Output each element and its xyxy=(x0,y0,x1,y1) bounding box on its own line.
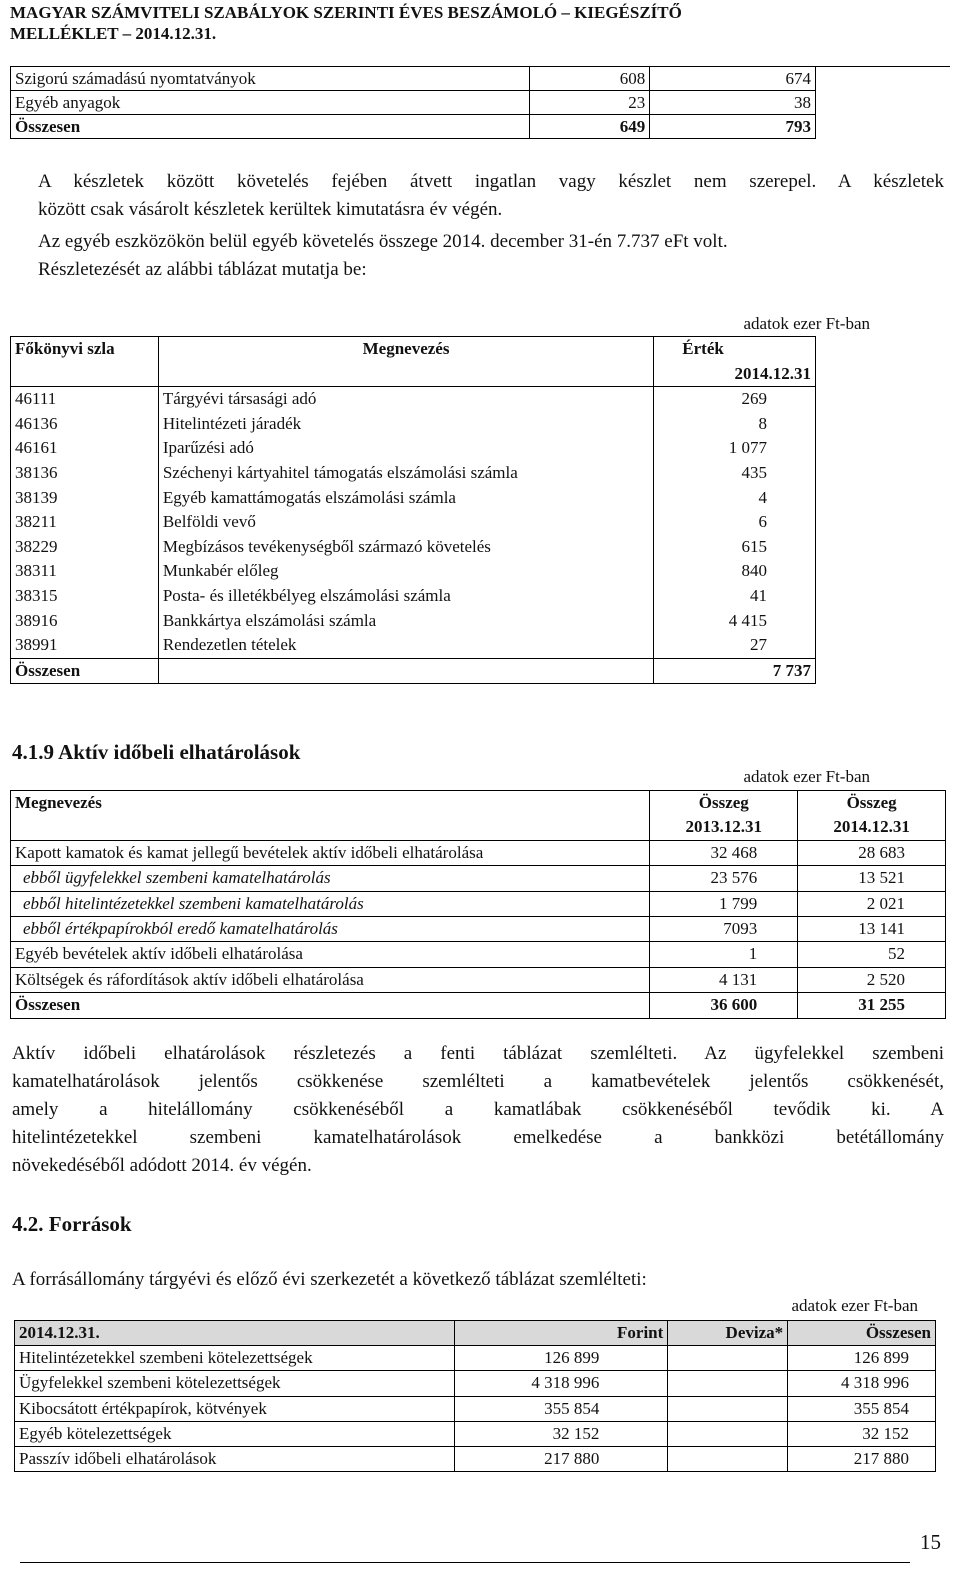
table-row xyxy=(15,1346,936,1371)
table-row xyxy=(11,633,816,658)
table-row xyxy=(11,584,816,609)
ledger-account: 38139 xyxy=(11,486,159,511)
table-total-row xyxy=(11,115,816,139)
accrual-name: Kapott kamatok és kamat jellegű bevételek aktív időbeli elhatárolása xyxy=(11,840,650,865)
col-header-fx: Deviza* xyxy=(668,1321,788,1346)
paragraph-line: A készletek között követelés fejében átvett ingatlan vagy készlet nem szerepel. A készletek xyxy=(38,171,944,192)
table-row xyxy=(11,942,946,967)
ledger-account: 46161 xyxy=(11,436,159,461)
table-row xyxy=(15,1396,936,1421)
col-header-value: Érték xyxy=(654,337,816,362)
source-fx xyxy=(668,1371,788,1396)
source-total: 126 899 xyxy=(788,1346,936,1371)
col-header-name: Megnevezés xyxy=(11,791,650,816)
table-row xyxy=(15,1447,936,1472)
accrual-value-2013: 23 576 xyxy=(650,866,798,891)
col-header-date-2013: 2013.12.31 xyxy=(650,815,798,840)
col-header-amount-2013: Összeg xyxy=(650,791,798,816)
page-header xyxy=(10,2,950,44)
table-row xyxy=(11,535,816,560)
section-title-42: 4.2. Források xyxy=(12,1212,132,1236)
ledger-name: Tárgyévi társasági adó xyxy=(158,387,653,412)
stock-total-label: Összesen xyxy=(11,115,530,139)
col-header-huf: Forint xyxy=(454,1321,668,1346)
accrual-name: Költségek és ráfordítások aktív időbeli elhatárolása xyxy=(11,967,650,992)
table-total-row xyxy=(11,658,816,684)
col-header-amount-2014: Összeg xyxy=(798,791,946,816)
ledger-value: 4 415 xyxy=(654,609,816,634)
col-header-total: Összesen xyxy=(788,1321,936,1346)
paragraph-line: Részletezését az alábbi táblázat mutatja be: xyxy=(38,259,367,280)
ledger-account: 38211 xyxy=(11,510,159,535)
source-fx xyxy=(668,1447,788,1472)
ledger-name: Posta- és illetékbélyeg elszámolási számla xyxy=(158,584,653,609)
table-row xyxy=(11,67,816,91)
accrual-value-2014: 28 683 xyxy=(798,840,946,865)
table-row xyxy=(11,436,816,461)
stock-label: Szigorú számadású nyomtatványok xyxy=(11,67,530,91)
col-header-date-2014: 2014.12.31 xyxy=(798,815,946,840)
paragraph-line: Az egyéb eszközökön belül egyéb követelés összege 2014. december 31-én 7.737 eFt volt. xyxy=(38,231,728,252)
paragraph-sources: A forrásállomány tárgyévi és előző évi szerkezetét a következő táblázat szemlélteti: xyxy=(12,1269,647,1290)
table-row xyxy=(11,891,946,916)
paragraph-line: hitelintézetekkel szembeni kamatelhatárolások emelkedése a bankközi betétállomány xyxy=(12,1127,944,1148)
header-line-1: MAGYAR SZÁMVITELI SZABÁLYOK SZERINTI ÉVES BESZÁMOLÓ – KIEGÉSZÍTŐ xyxy=(10,3,682,22)
stock-value-curr: 674 xyxy=(650,67,816,91)
paragraph-accruals xyxy=(12,1040,944,1180)
accrual-name: ebből hitelintézetekkel szembeni kamatelhatárolás xyxy=(11,891,650,916)
source-huf: 355 854 xyxy=(454,1396,668,1421)
ledger-total-value: 7 737 xyxy=(654,658,816,684)
col-header-account: Főkönyvi szla xyxy=(11,337,159,362)
ledger-name: Széchenyi kártyahitel támogatás elszámolási számla xyxy=(158,461,653,486)
ledger-account: 46136 xyxy=(11,412,159,437)
ledger-table xyxy=(10,336,816,684)
ledger-value: 4 xyxy=(654,486,816,511)
accrual-value-2013: 32 468 xyxy=(650,840,798,865)
stock-total-curr: 793 xyxy=(650,115,816,139)
header-line-2: MELLÉKLET – 2014.12.31. xyxy=(10,24,217,43)
page-number: 15 xyxy=(920,1530,941,1554)
accrual-name: Egyéb bevételek aktív időbeli elhatárolása xyxy=(11,942,650,967)
ledger-value: 41 xyxy=(654,584,816,609)
source-total: 32 152 xyxy=(788,1421,936,1446)
ledger-value: 6 xyxy=(654,510,816,535)
accrual-name: ebből ügyfelekkel szembeni kamatelhatárolás xyxy=(11,866,650,891)
paragraph-line: amely a hitelállomány csökkenéséből a kamatlábak csökkenéséből tevődik ki. A xyxy=(12,1099,944,1120)
source-name: Ügyfelekkel szembeni kötelezettségek xyxy=(15,1371,455,1396)
source-huf: 4 318 996 xyxy=(454,1371,668,1396)
table-total-row xyxy=(11,993,946,1018)
table-row xyxy=(15,1421,936,1446)
accrual-value-2013: 7093 xyxy=(650,917,798,942)
source-name: Kibocsátott értékpapírok, kötvények xyxy=(15,1396,455,1421)
ledger-value: 840 xyxy=(654,559,816,584)
source-total: 355 854 xyxy=(788,1396,936,1421)
unit-label: adatok ezer Ft-ban xyxy=(791,1296,918,1315)
source-fx xyxy=(668,1346,788,1371)
paragraph-inventory xyxy=(38,168,944,224)
table-row xyxy=(11,91,816,115)
table-row xyxy=(11,609,816,634)
table-row xyxy=(11,461,816,486)
accrual-value-2014: 2 520 xyxy=(798,967,946,992)
accrual-value-2014: 52 xyxy=(798,942,946,967)
paragraph-line: Aktív időbeli elhatárolások részletezés a fenti táblázat szemlélteti. Az ügyfelekkel szembeni xyxy=(12,1043,944,1064)
table-row xyxy=(11,510,816,535)
table-header-row xyxy=(15,1321,936,1346)
source-name: Hitelintézetekkel szembeni kötelezettségek xyxy=(15,1346,455,1371)
col-header-date: 2014.12.31. xyxy=(15,1321,455,1346)
ledger-account: 38136 xyxy=(11,461,159,486)
ledger-value: 1 077 xyxy=(654,436,816,461)
unit-label: adatok ezer Ft-ban xyxy=(743,314,870,333)
table-row xyxy=(11,866,946,891)
table-row xyxy=(11,967,946,992)
accrual-value-2014: 2 021 xyxy=(798,891,946,916)
ledger-name: Bankkártya elszámolási számla xyxy=(158,609,653,634)
stock-value-prev: 608 xyxy=(530,67,650,91)
source-fx xyxy=(668,1396,788,1421)
table-row xyxy=(11,559,816,584)
table-header-row xyxy=(11,815,946,840)
stock-value-curr: 38 xyxy=(650,91,816,115)
source-huf: 32 152 xyxy=(454,1421,668,1446)
table-header-row xyxy=(11,362,816,387)
table-row xyxy=(15,1371,936,1396)
accrual-total-2013: 36 600 xyxy=(650,993,798,1018)
ledger-value: 269 xyxy=(654,387,816,412)
ledger-name: Egyéb kamattámogatás elszámolási számla xyxy=(158,486,653,511)
table-header-row xyxy=(11,791,946,816)
source-huf: 126 899 xyxy=(454,1346,668,1371)
ledger-account: 46111 xyxy=(11,387,159,412)
paragraph-other-receivables xyxy=(38,228,944,284)
ledger-account: 38229 xyxy=(11,535,159,560)
source-name: Egyéb kötelezettségek xyxy=(15,1421,455,1446)
ledger-account: 38916 xyxy=(11,609,159,634)
unit-label: adatok ezer Ft-ban xyxy=(743,767,870,786)
ledger-name: Munkabér előleg xyxy=(158,559,653,584)
table-row xyxy=(11,486,816,511)
ledger-value: 8 xyxy=(654,412,816,437)
paragraph-line: növekedéséből adódott 2014. év végén. xyxy=(12,1155,312,1176)
stock-label: Egyéb anyagok xyxy=(11,91,530,115)
ledger-account: 38315 xyxy=(11,584,159,609)
table-header-row xyxy=(11,337,816,362)
ledger-name: Hitelintézeti járadék xyxy=(158,412,653,437)
ledger-total-label: Összesen xyxy=(11,658,159,684)
accrual-value-2013: 1 xyxy=(650,942,798,967)
paragraph-line: között csak vásárolt készletek kerültek kimutatásra év végén. xyxy=(38,199,503,220)
ledger-name: Rendezetlen tételek xyxy=(158,633,653,658)
accrual-table xyxy=(10,790,946,1019)
ledger-name: Iparűzési adó xyxy=(158,436,653,461)
accrual-value-2013: 1 799 xyxy=(650,891,798,916)
table-row xyxy=(11,917,946,942)
paragraph-line: kamatelhatárolások jelentős csökkenése szemlélteti a kamatbevételek jelentős csökkenését, xyxy=(12,1071,944,1092)
ledger-account: 38311 xyxy=(11,559,159,584)
table-row xyxy=(11,840,946,865)
source-huf: 217 880 xyxy=(454,1447,668,1472)
footer-divider xyxy=(20,1562,910,1563)
accrual-value-2014: 13 521 xyxy=(798,866,946,891)
source-fx xyxy=(668,1421,788,1446)
table-row xyxy=(11,387,816,412)
ledger-value: 615 xyxy=(654,535,816,560)
section-title-419: 4.1.9 Aktív időbeli elhatárolások xyxy=(12,740,301,764)
accrual-total-label: Összesen xyxy=(11,993,650,1018)
source-name: Passzív időbeli elhatárolások xyxy=(15,1447,455,1472)
stock-table xyxy=(10,66,816,139)
ledger-value: 435 xyxy=(654,461,816,486)
source-total: 217 880 xyxy=(788,1447,936,1472)
col-header-value-date: 2014.12.31 xyxy=(654,362,816,387)
ledger-account: 38991 xyxy=(11,633,159,658)
stock-total-prev: 649 xyxy=(530,115,650,139)
ledger-name: Belföldi vevő xyxy=(158,510,653,535)
table-row xyxy=(11,412,816,437)
col-header-name: Megnevezés xyxy=(158,337,653,362)
accrual-total-2014: 31 255 xyxy=(798,993,946,1018)
ledger-name: Megbízásos tevékenységből származó követelés xyxy=(158,535,653,560)
stock-value-prev: 23 xyxy=(530,91,650,115)
accrual-value-2014: 13 141 xyxy=(798,917,946,942)
source-total: 4 318 996 xyxy=(788,1371,936,1396)
sources-table xyxy=(14,1320,936,1472)
accrual-value-2013: 4 131 xyxy=(650,967,798,992)
ledger-value: 27 xyxy=(654,633,816,658)
accrual-name: ebből értékpapírokból eredő kamatelhatárolás xyxy=(11,917,650,942)
